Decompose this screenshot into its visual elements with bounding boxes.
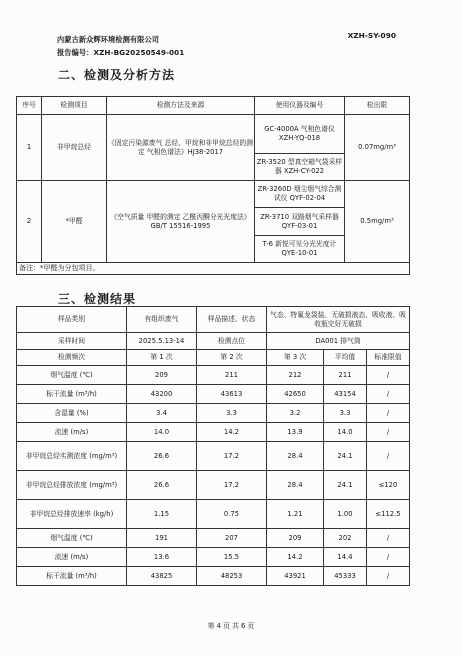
col-header: 检出限 — [345, 97, 410, 115]
value-cell: / — [367, 548, 410, 567]
value-cell: 3.3 — [324, 404, 367, 423]
param-label: 流速 (m/s) — [17, 423, 127, 442]
table-row — [17, 442, 410, 471]
value-cell: 212 — [267, 366, 324, 385]
param-label: 含湿量 (%) — [17, 404, 127, 423]
param-label: 烟气温度 (℃) — [17, 366, 127, 385]
param-label: 标干流量 (m³/h) — [17, 385, 127, 404]
param-label: 非甲烷总烃排放浓度 (mg/m³) — [17, 471, 127, 500]
param-label: 流速 (m/s) — [17, 548, 127, 567]
section-3-title: 三、检测结果 — [58, 292, 137, 306]
detection-limit: 0.07mg/m³ — [345, 115, 410, 181]
value-cell: 3.2 — [267, 404, 324, 423]
instrument: ZR-3710 双路烟气采样器 QYF-03-01 — [255, 208, 344, 236]
table-row — [17, 115, 410, 181]
table-note: 备注：*甲醛为分包项目。 — [17, 263, 410, 275]
report-number: 报告编号：XZH-BG20250549-001 — [57, 48, 185, 57]
value-cell: 14.0 — [127, 423, 197, 442]
value-cell: 209 — [267, 529, 324, 548]
value-cell: 14.0 — [324, 423, 367, 442]
value-cell: 211 — [197, 366, 267, 385]
value-cell: / — [367, 529, 410, 548]
value-cell: 48253 — [197, 567, 267, 586]
value-cell: 43154 — [324, 385, 367, 404]
row-number: 1 — [17, 115, 42, 181]
table-row — [17, 500, 410, 529]
value-cell: 1.00 — [324, 500, 367, 529]
sampling-time-value: 2025.5.13-14 — [127, 333, 197, 350]
value-cell: / — [367, 567, 410, 586]
param-label: 非甲烷总烃排放速率 (kg/h) — [17, 500, 127, 529]
value-cell: 1.21 — [267, 500, 324, 529]
instrument: ZR-3260D 烟尘烟气综合测试仪 QYF-02-04 — [255, 181, 344, 208]
value-cell: 43200 — [127, 385, 197, 404]
sampling-time-label: 采样时间 — [17, 333, 127, 350]
value-cell: 17.2 — [197, 442, 267, 471]
freq-col: 第 2 次 — [197, 350, 267, 366]
value-cell: 211 — [324, 366, 367, 385]
table-row — [17, 385, 410, 404]
param-label: 非甲烷总烃实测浓度 (mg/m³) — [17, 442, 127, 471]
value-cell: 191 — [127, 529, 197, 548]
sample-category-value: 有组织废气 — [127, 307, 197, 333]
table-row — [17, 548, 410, 567]
test-method: 《空气质量 甲醛的测定 乙酰丙酮分光光度法》GB/T 15516-1995 — [107, 181, 255, 263]
col-header: 检测方法及来源 — [107, 97, 255, 115]
value-cell: 207 — [197, 529, 267, 548]
value-cell: 14.2 — [267, 548, 324, 567]
col-header: 序号 — [17, 97, 42, 115]
instrument: ZR-3520 型真空箱气袋采样器 XZH-CY-022 — [256, 158, 343, 175]
value-cell: 0.75 — [197, 500, 267, 529]
value-cell: 13.6 — [127, 548, 197, 567]
value-cell: / — [367, 404, 410, 423]
freq-col: 第 3 次 — [267, 350, 324, 366]
company-name: 内蒙古新众辉环境检测有限公司 — [57, 35, 160, 44]
param-label: 标干流量 (m³/h) — [17, 567, 127, 586]
value-cell: / — [367, 423, 410, 442]
value-cell: 209 — [127, 366, 197, 385]
table-row — [17, 471, 410, 500]
value-cell: / — [367, 366, 410, 385]
value-cell: 14.2 — [197, 423, 267, 442]
freq-label: 检测频次 — [17, 350, 127, 366]
report-header — [57, 33, 184, 59]
point-label: 检测点位 — [197, 333, 267, 350]
value-cell: 26.6 — [127, 471, 197, 500]
test-item: *甲醛 — [42, 181, 107, 263]
point-value: DA001 排气筒 — [267, 333, 410, 350]
value-cell: 13.9 — [267, 423, 324, 442]
table-row — [17, 567, 410, 586]
table-row — [17, 181, 410, 263]
value-cell: 24.1 — [324, 471, 367, 500]
page-footer: 第 4 页 共 6 页 — [207, 622, 255, 630]
form-code: XZH-SY-090 — [347, 31, 396, 40]
sample-category-label: 样品类别 — [17, 307, 127, 333]
value-cell: ≤120 — [367, 471, 410, 500]
value-cell: 15.5 — [197, 548, 267, 567]
instrument: GC-4000A 气相色谱仪 XZH-YQ-018 — [255, 115, 344, 154]
freq-col: 标准限值 — [367, 350, 410, 366]
test-item: 非甲烷总烃 — [42, 115, 107, 181]
results-table — [16, 306, 410, 586]
table-row — [17, 404, 410, 423]
value-cell: ≤112.5 — [367, 500, 410, 529]
value-cell: 42650 — [267, 385, 324, 404]
freq-col: 平均值 — [324, 350, 367, 366]
value-cell: 43613 — [197, 385, 267, 404]
test-method: 《固定污染源废气 总烃、甲烷和非甲烷总烃的测定 气相色谱法》HJ38-2017 — [107, 115, 255, 181]
freq-col: 第 1 次 — [127, 350, 197, 366]
value-cell: 24.1 — [324, 442, 367, 471]
value-cell: / — [367, 442, 410, 471]
value-cell: 45333 — [324, 567, 367, 586]
instrument: T-6 新悦可见分光光度计 QYE-10-01 — [262, 240, 337, 257]
value-cell: 17.2 — [197, 471, 267, 500]
table-row — [17, 529, 410, 548]
value-cell: / — [367, 385, 410, 404]
value-cell: 3.4 — [127, 404, 197, 423]
value-cell: 26.6 — [127, 442, 197, 471]
methods-table — [16, 96, 410, 275]
value-cell: 202 — [324, 529, 367, 548]
value-cell: 14.4 — [324, 548, 367, 567]
section-2-title: 二、检测及分析方法 — [58, 68, 176, 82]
col-header: 检测项目 — [42, 97, 107, 115]
param-label: 烟气温度 (℃) — [17, 529, 127, 548]
sample-desc-value: 气态、特氟龙袋装、无破损液态、吸收液、吸收瓶完好无破损 — [267, 307, 410, 333]
value-cell: 43825 — [127, 567, 197, 586]
col-header: 使用仪器及编号 — [255, 97, 345, 115]
value-cell: 3.3 — [197, 404, 267, 423]
value-cell: 28.4 — [267, 471, 324, 500]
row-number: 2 — [17, 181, 42, 263]
table-row — [17, 423, 410, 442]
value-cell: 28.4 — [267, 442, 324, 471]
value-cell: 43921 — [267, 567, 324, 586]
table-row — [17, 366, 410, 385]
sample-desc-label: 样品描述、状态 — [197, 307, 267, 333]
value-cell: 1.15 — [127, 500, 197, 529]
detection-limit: 0.5mg/m³ — [345, 181, 410, 263]
